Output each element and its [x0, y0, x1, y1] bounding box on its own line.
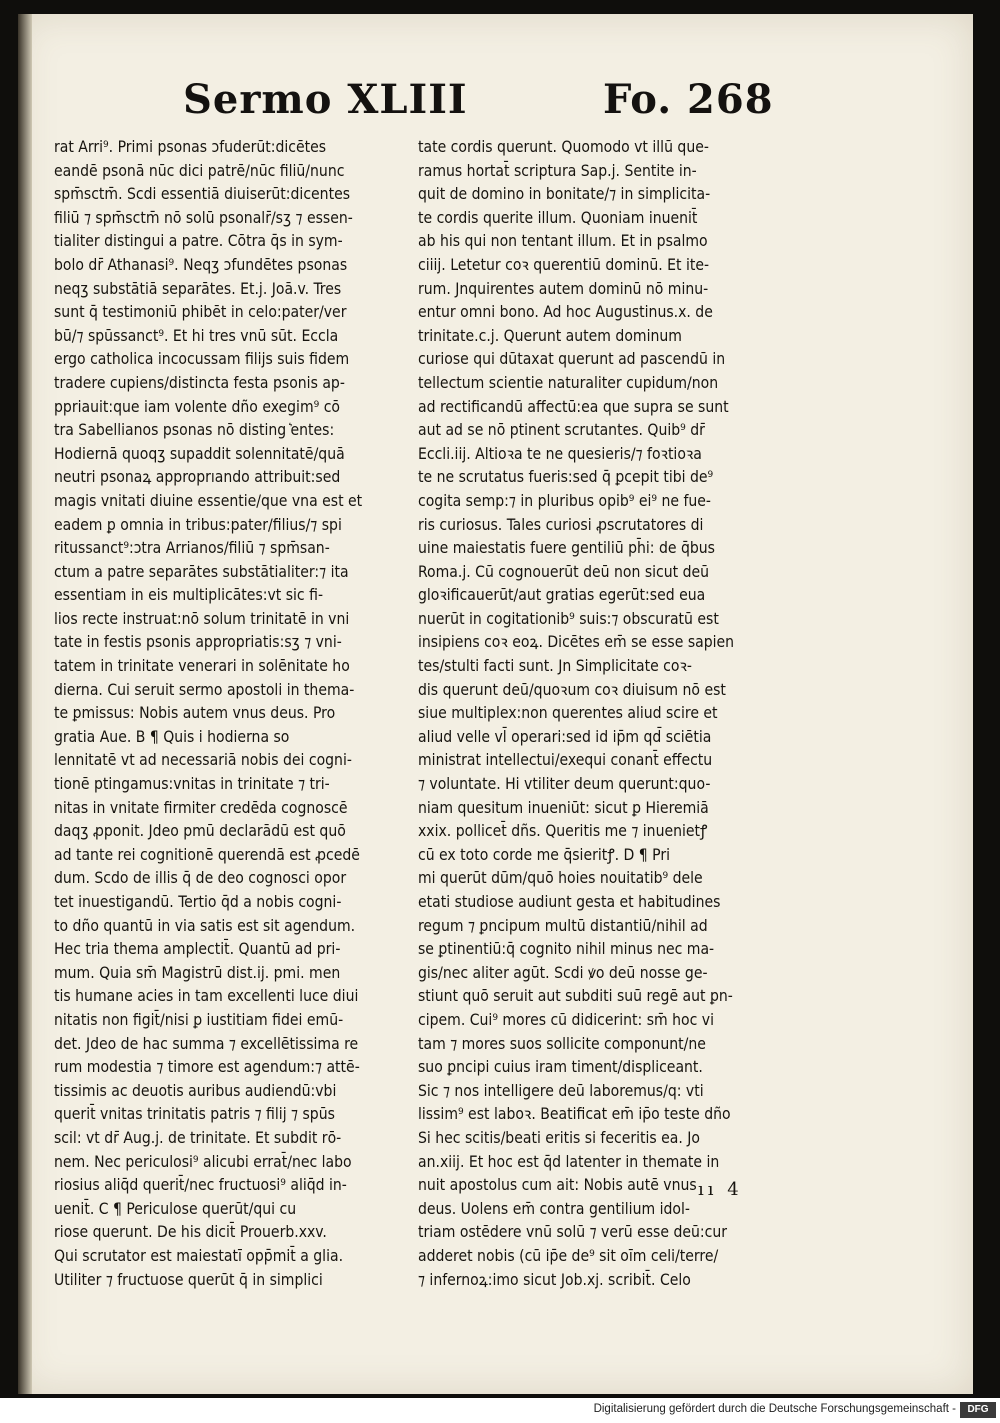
- text-line: nitas in vnitate firmiter credēda cognoscē: [54, 798, 348, 817]
- text-line: Hodiernā quoqʒ supaddit solennitatē/quā: [54, 444, 345, 463]
- text-line: rum modestia ⁊ timore est agendum:⁊ attē-: [54, 1058, 360, 1077]
- text-line: Utiliter ⁊ fructuose querūt q̄ in simplici: [54, 1270, 323, 1289]
- text-line: tate cordis querunt. Quomodo vt illū que-: [418, 138, 709, 156]
- text-line: trinitate.c.j. Querunt autem dominum: [418, 326, 682, 345]
- text-line: cū ex toto corde me q̄sieritꝭ. D ¶ Pri: [418, 845, 671, 864]
- text-line: se ꝑtinentiū:q̄ cognito nihil minus nec ma-: [418, 940, 715, 959]
- text-line: bolo dr̄ Athanasi⁹. Neqʒ ɔfundētes psonas: [54, 255, 348, 274]
- text-line: dis querunt deū/quoꝛum coꝛ diuisum nō est: [418, 680, 726, 699]
- text-line: aliud velle vl̄ operari:sed id ip̄m qd̄ sciētia: [418, 727, 712, 746]
- footer-bar: [0, 1398, 1000, 1423]
- text-line: tellectum scientie naturaliter cupidum/non: [418, 373, 719, 392]
- text-line: ris curiosus. Tales curiosi ꝓscrutatores di: [418, 515, 704, 534]
- dfg-logo: DFG: [960, 1402, 996, 1418]
- text-line: nuerūt in cogitationib⁹ suis:⁊ obscuratū est: [418, 609, 719, 628]
- text-line: entur omni bono. Ad hoc Augustinus.x. de: [418, 303, 713, 322]
- text-line: cogita semp:⁊ in pluribus opib⁹ ei⁹ ne fue-: [418, 491, 711, 510]
- text-line: rat Arri⁹. Primi psonas ɔfuderūt:dicētes: [54, 138, 327, 156]
- text-line: bū/⁊ spūssanct⁹. Et hi tres vnū sūt. Eccla: [54, 326, 339, 345]
- text-line: tatem in trinitate venerari in solēnitate ho: [54, 657, 350, 676]
- text-line: scil: vt dr̄ Aug.j. de trinitate. Et subdit rō-: [54, 1128, 342, 1147]
- text-line: Qui scrutator est maiestatī opp̄mit̄ a glia.: [54, 1246, 344, 1265]
- text-line: rum. Jnquirentes autem dominū nō minu-: [418, 279, 709, 298]
- text-line: ad rectificandū affectū:ea que supra se sunt: [418, 397, 729, 416]
- sermon-title: Sermo XLIII: [183, 76, 468, 123]
- text-line: Sic ⁊ nos intelligere deū laboremus/q: vti: [418, 1081, 704, 1100]
- right-text-column: [418, 136, 776, 1292]
- text-line: te cordis querite illum. Quoniam inuenit̄: [418, 208, 698, 227]
- text-line: ramus hortat̄ scriptura Sap.j. Sentite in-: [418, 161, 697, 180]
- text-line: adderet nobis (cū ip̄e de⁹ sit oīm celi/terre/: [418, 1246, 719, 1265]
- text-line: triam ostēdere vnū solū ⁊ verū esse deū:cur: [418, 1223, 727, 1242]
- text-line: tradere cupiens/distincta festa psonis ap-: [54, 373, 345, 392]
- text-line: spm̄sctm̄. Scdi essentiā diuiserūt:dicentes: [54, 185, 351, 204]
- text-line: xxix. pollicet̄ dñs. Queritis me ⁊ inuenietꝭ: [418, 822, 708, 841]
- text-line: sunt q̄ testimoniū phibēt in celo:pater/ver: [54, 303, 347, 322]
- text-line: mi querūt dūm/quō hoies nouitatib⁹ dele: [418, 869, 703, 888]
- text-line: neqʒ substātiā separātes. Et.j. Joā.v. Tres: [54, 279, 342, 298]
- text-line: magis vnitati diuine essentie/que vna est et: [54, 491, 363, 510]
- text-line: ctum a patre separātes substātialiter:⁊ ita: [54, 562, 349, 581]
- text-line: regum ⁊ ꝑncipum multū distantiū/nihil ad: [418, 916, 708, 935]
- text-line: nem. Nec periculosi⁹ alicubi errat̄/nec labo: [54, 1152, 352, 1171]
- text-line: tate in festis psonis appropriatis:sʒ ⁊ vni-: [54, 633, 342, 652]
- book-page: [18, 14, 973, 1394]
- text-line: quit de domino in bonitate/⁊ in simplicita-: [418, 185, 711, 204]
- text-line: uenit̄. C ¶ Periculose querūt/qui cu: [54, 1199, 297, 1218]
- text-line: etati studiose audiunt gesta et habitudines: [418, 893, 721, 911]
- text-line: nuit apostolus cum ait: Nobis autē vnus: [418, 1176, 697, 1195]
- text-line: stiunt quō seruit aut subditi suū regē aut ꝑn-: [418, 987, 733, 1006]
- text-line: uine maiestatis fuere gentiliū ph̄i: de q̄bus: [418, 539, 715, 558]
- text-line: dierna. Cui seruit sermo apostoli in thema-: [54, 680, 355, 699]
- text-line: ppriauit:que iam volente dño exegim⁹ cō: [54, 397, 340, 416]
- text-line: ritussanct⁹:ɔtra Arrianos/filiū ⁊ spm̄san-: [54, 539, 330, 558]
- text-line: niam quesitum inueniūt: sicut ꝑ Hieremiā: [418, 798, 709, 817]
- text-line: riosius aliq̄d querit̄/nec fructuosi⁹ aliq̄d in-: [54, 1176, 347, 1195]
- text-line: dum. Scdo de illis q̄ de deo cognosci opor: [54, 869, 347, 888]
- text-line: neutri psonaꝝ approprıando attribuit:sed: [54, 468, 341, 487]
- text-line: suo ꝑncipi cuius iram timent/displiceant.: [418, 1058, 703, 1077]
- text-line: tra Sabellianos psonas nō disting ͛entes:: [54, 421, 335, 440]
- text-line: curiose qui dūtaxat querunt ad pascendū in: [418, 350, 726, 369]
- text-line: daqʒ ꝓponit. Jdeo pmū declarādū est quō: [54, 822, 346, 841]
- text-line: to dño quantū in via satis est sit agendum.: [54, 916, 356, 935]
- signature-mark: ıı 4: [698, 1179, 743, 1200]
- text-line: gratia Aue. B ¶ Quis i hodierna so: [54, 727, 290, 746]
- text-line: querit̄ vnitas trinitatis patris ⁊ filij ⁊ spūs: [54, 1105, 335, 1124]
- text-line: an.xiij. Et hoc est q̄d latenter in themate in: [418, 1152, 720, 1171]
- text-line: det. Jdeo de hac summa ⁊ excellētissima re: [54, 1034, 359, 1053]
- text-line: Hec tria thema amplectit̄. Quantū ad pri-: [54, 940, 341, 959]
- text-line: ciiij. Letetur coꝛ querentiū dominū. Et ite-: [418, 255, 710, 274]
- text-line: essentiam in eis multiplicātes:vt sic fi-: [54, 586, 324, 605]
- text-line: tionē ptingamus:vnitas in trinitate ⁊ tri-: [54, 775, 330, 794]
- folio-number: Fo. 268: [603, 76, 774, 123]
- text-line: Roma.j. Cū cognouerūt deū non sicut deū: [418, 562, 710, 581]
- text-line: lios recte instruat:nō solum trinitatē in vni: [54, 609, 350, 628]
- text-line: tet inuestigandū. Tertio q̄d a nobis cogni-: [54, 893, 342, 911]
- text-line: riose querunt. De his dicit̄ Prouerb.xxv.: [54, 1223, 327, 1242]
- text-line: insipiens coꝛ eoꝝ. Dicētes em̄ se esse sapien: [418, 633, 735, 652]
- text-line: Eccli.iij. Altioꝛa te ne quesieris/⁊ foꝛtioꝛa: [418, 444, 702, 463]
- text-line: lissim⁹ est laboꝛ. Beatificat em̄ ip̄o teste dño: [418, 1105, 731, 1124]
- text-line: te ꝑmissus: Nobis autem vnus deus. Pro: [54, 704, 336, 723]
- text-line: gloꝛificauerūt/aut gratias egerūt:sed eua: [418, 586, 706, 605]
- text-line: ergo catholica incocussam filijs suis fidem: [54, 350, 350, 369]
- text-line: lennitatē vt ad necessariā nobis dei cogni-: [54, 751, 352, 770]
- text-line: ab his qui non tentant illum. Et in psalmo: [418, 232, 708, 251]
- text-line: eandē psonā nūc dici patrē/nūc filiū/nunc: [54, 161, 345, 180]
- text-line: deus. Uolens em̄ contra gentilium idol-: [418, 1199, 690, 1218]
- text-line: te ne scrutatus fueris:sed q̄ ꝑcepit tibi de⁹: [418, 468, 714, 487]
- text-line: tam ⁊ mores suos sollicite componunt/ne: [418, 1034, 706, 1053]
- text-line: ministrat intellectui/exequi conant̄ effectu: [418, 751, 713, 770]
- text-line: tis humane acies in tam excellenti luce diui: [54, 987, 359, 1006]
- text-line: aut ad se nō ptinent scrutantes. Quib⁹ dr̄: [418, 421, 705, 440]
- text-line: eadem ꝑ omnia in tribus:pater/filius/⁊ spi: [54, 515, 342, 534]
- left-text-column: [54, 136, 434, 1292]
- text-line: cipem. Cui⁹ mores cū didicerint: sm̄ hoc vi: [418, 1010, 714, 1029]
- text-line: mum. Quia sm̄ Magistrū dist.ij. pmi. men: [54, 963, 341, 982]
- text-line: gis/nec aliter agūt. Scdi ꝟo deū nosse ge-: [418, 963, 708, 982]
- text-line: ⁊ voluntate. Hi vtiliter deum querunt:quo-: [418, 775, 711, 794]
- text-line: ⁊ infernoꝝ:imo sicut Job.xj. scribit̄. Celo: [418, 1270, 691, 1289]
- text-line: tissimis ac deuotis auribus audiendū:vbi: [54, 1081, 337, 1100]
- text-line: nitatis non figit̄/nisi ꝑ iustitiam fidei emū-: [54, 1010, 344, 1029]
- text-line: Si hec scitis/beati eritis si feceritis ea. Jo: [418, 1128, 701, 1147]
- text-line: tes/stulti facti sunt. Jn Simplicitate coꝛ-: [418, 657, 692, 676]
- text-line: siue multiplex:non querentes aliud scire et: [418, 704, 718, 723]
- page-gutter: [18, 14, 32, 1394]
- text-line: filiū ⁊ spm̄sctm̄ nō solū psonalr̄/sʒ ⁊ essen-: [54, 208, 353, 227]
- funding-credit: Digitalisierung gefördert durch die Deutsche Forschungsgemeinschaft -: [593, 1403, 956, 1415]
- text-line: tialiter distingui a patre. Cōtra q̄s in sym-: [54, 232, 343, 251]
- text-line: ad tante rei cognitionē querendā est ꝓcedē: [54, 845, 360, 864]
